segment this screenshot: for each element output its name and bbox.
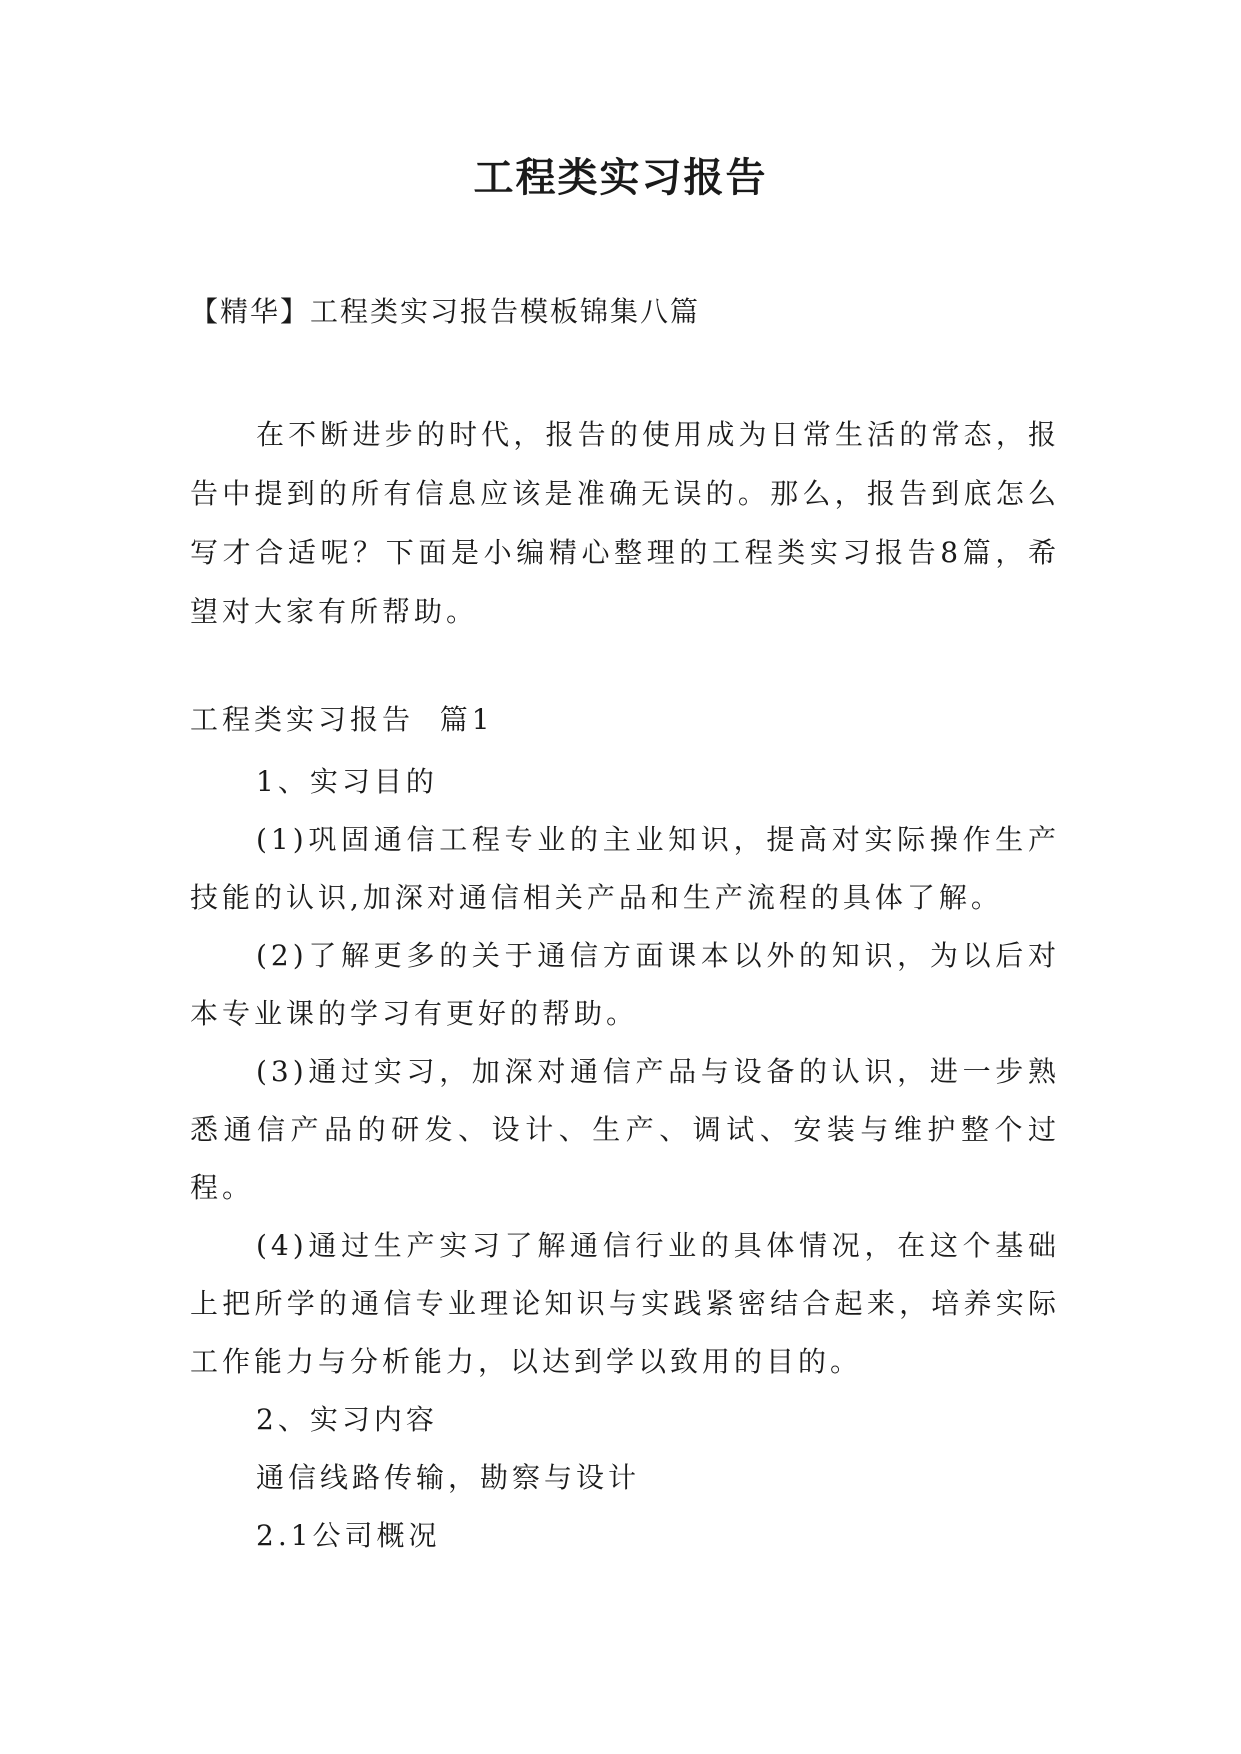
paragraph: (2)了解更多的关于通信方面课本以外的知识，为以后对本专业课的学习有更好的帮助。 [190, 939, 1060, 1030]
paragraph: (3)通过实习，加深对通信产品与设备的认识，进一步熟悉通信产品的研发、设计、生产、调试、安装与维护整个过程。 [190, 1055, 1060, 1204]
paragraph: (4)通过生产实习了解通信行业的具体情况，在这个基础上把所学的通信专业理论知识与实践紧密结合起来，培养实际工作能力与分析能力，以达到学以致用的目的。 [190, 1229, 1060, 1378]
intro-paragraph: 在不断进步的时代，报告的使用成为日常生活的常态，报告中提到的所有信息应该是准确无误的。那么，报告到底怎么写才合适呢？下面是小编精心整理的工程类实习报告8篇，希望对大家有所帮助。 [190, 418, 1060, 628]
document-title: 工程类实习报告 [473, 154, 768, 201]
paragraph: 1、实习目的 [256, 765, 438, 798]
section-heading: 工程类实习报告 篇1 [190, 703, 494, 736]
paragraph: 通信线路传输，勘察与设计 [256, 1461, 641, 1494]
document-subtitle: 【精华】工程类实习报告模板锦集八篇 [190, 295, 701, 328]
section-content [190, 753, 1060, 1565]
paragraph: 2.1公司概况 [256, 1519, 441, 1552]
paragraph: (1)巩固通信工程专业的主业知识，提高对实际操作生产技能的认识,加深对通信相关产品和生产流程的具体了解。 [190, 823, 1060, 914]
paragraph: 2、实习内容 [256, 1403, 438, 1436]
